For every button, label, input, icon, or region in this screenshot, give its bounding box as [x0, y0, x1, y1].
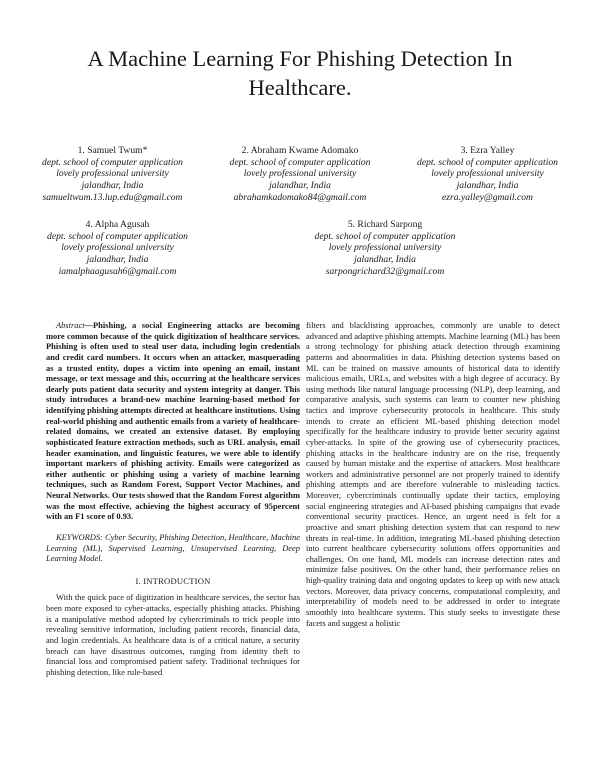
author-university: lovely professional university: [56, 168, 169, 180]
author-name: 4. Alpha Agusah: [85, 219, 150, 230]
author-university: lovely professional university: [243, 168, 357, 180]
left-column: [46, 320, 300, 677]
intro-paragraph: With the quick pace of digitization in healthcare services, the sector has been more exposed to cyber-attacks, especially phishing attacks. Phishing is a manipulative method adopted by cybercriminals to trick people into revealing sensitive information, including patient records, financial data, and login credentials. As healthcare data is of a critical nature, a security breach can have disastrous outcomes, ranging from identity theft to financial loss and compromised patient safety. Traditional techniques for phishing detection, like rule-based: [46, 592, 300, 677]
author-dept: dept. school of computer application: [417, 156, 558, 168]
author-name: 1. Samuel Twum*: [77, 145, 148, 156]
author-email: sarpongrichard32@gmail.com: [325, 265, 445, 277]
author-block-2: [205, 145, 395, 204]
keywords-text: Cyber Security, Phishing Detection, Healthcare, Machine Learning (ML), Supervised Learning, Unsupervised Learning, Deep Learning Model.: [46, 531, 300, 564]
author-university: lovely professional university: [61, 242, 174, 254]
author-block-3: [395, 145, 580, 204]
author-email: iamalphaagusah6@gmail.com: [58, 265, 177, 277]
keywords: [46, 532, 300, 564]
author-email: abrahamkadomako84@gmail.com: [233, 191, 367, 203]
author-location: jalandhar, India: [269, 180, 331, 192]
author-block-5: [285, 219, 485, 278]
abstract-label: Abstract: [56, 320, 85, 330]
author-location: jalandhar, India: [86, 254, 149, 266]
author-location: jalandhar, India: [354, 254, 416, 266]
author-name: 2. Abraham Kwame Adomako: [241, 145, 359, 156]
right-column: [306, 320, 560, 628]
paper-title: A Machine Learning For Phishing Detection In Healthcare.: [87, 46, 513, 100]
author-location: jalandhar, India: [81, 180, 144, 192]
author-block-4: [25, 219, 210, 278]
author-name: 3. Ezra Yalley: [460, 145, 515, 156]
abstract: [46, 320, 300, 522]
author-location: jalandhar, India: [456, 180, 519, 192]
keywords-label: KEYWORDS:: [56, 531, 103, 542]
author-name: 5. Richard Sarpong: [347, 219, 423, 230]
section-heading: I. INTRODUCTION: [135, 575, 211, 586]
author-email: samueltwum.13.lup.edu@gmail.com: [42, 191, 183, 203]
author-dept: dept. school of computer application: [42, 156, 183, 168]
author-email: ezra.yalley@gmail.com: [442, 191, 533, 203]
abstract-text: —Phishing, a social Engineering attacks are becoming more common because of the quick digitization of healthcare services. Phishing is often used to steal user data, including login credentials and credit card numbers. It occurs when an attacker, masquerading as a trusted entity, dupes a victim into opening an email, instant message, or text message and this, occurring at the healthcare services dearly puts patient data security and system integrity at danger. This study introduces a brand-new machine learning-based method for identifying phishing attempts directed at healthcare institutions. Using real-world phishing and authentic emails from a variety of healthcare-related domains, we created an extensive dataset. By employing sophisticated feature extraction methods, such as URL analysis, email header examination, and linguistic features, we were able to identify important markers of phishing activity. Emails were categorized as either authentic or phishing using a variety of machine learning techniques, such as Random Forest, Support Vector Machines, and Neural Networks. Our tests showed that the Random Forest algorithm was the most effective, achieving the highest accuracy of 95percent with an F1 score of 0.93.: [46, 320, 300, 522]
author-block-1: [20, 145, 205, 204]
author-dept: dept. school of computer application: [229, 156, 371, 168]
author-university: lovely professional university: [328, 242, 442, 254]
intro-continuation: filters and blacklisting approaches, commonly are unable to detect advanced and adaptive phishing attempts. Machine learning (ML) has been a strong technology for phishing attack detection through examining patterns and abnormalities in data. Phishing detection systems based on ML can be trained on massive amounts of historical data to identify malicious emails, URLs, and websites with a high degree of accuracy. By using methods like natural language processing (NLP), deep learning, and comparative analysis, such systems can learn to counter new phishing tactics and improve cybersecurity protocols in healthcare. This study intends to create an efficient ML-based phishing detection model specifically for the healthcare industry to provide better security against cyber-attacks. In spite of the growing use of cybersecurity practices, phishing attacks in the healthcare industry are on the rise, frequently caused by human mistake and the expertise of attackers. Most healthcare workers and administrative personnel are not properly trained to identify phishing attempts and are therefore vulnerable to misleading tactics. Moreover, cybercriminals continually update their tactics, employing social engineering strategies and AI-based phishing campaigns that evade conventional security practices. Hence, an urgent need is felt for a proactive and smart phishing detection system that can respond to new threats in real-time. In addition, integrating ML-based phishing detection into current healthcare cybersecurity solutions offers opportunities and challenges. On one hand, ML models can increase detection rates and minimize false positives. On the other hand, their performance relies on high-quality training data and ongoing updates to keep up with new attack vectors. Moreover, data privacy concerns, computational complexity, and interpretability of models need to be addressed in order to integrate smoothly into healthcare systems. This study seeks to investigate these facets and suggest a holistic: [306, 320, 560, 628]
author-dept: dept. school of computer application: [47, 230, 188, 242]
author-university: lovely professional university: [431, 168, 544, 180]
author-dept: dept. school of computer application: [314, 230, 456, 242]
